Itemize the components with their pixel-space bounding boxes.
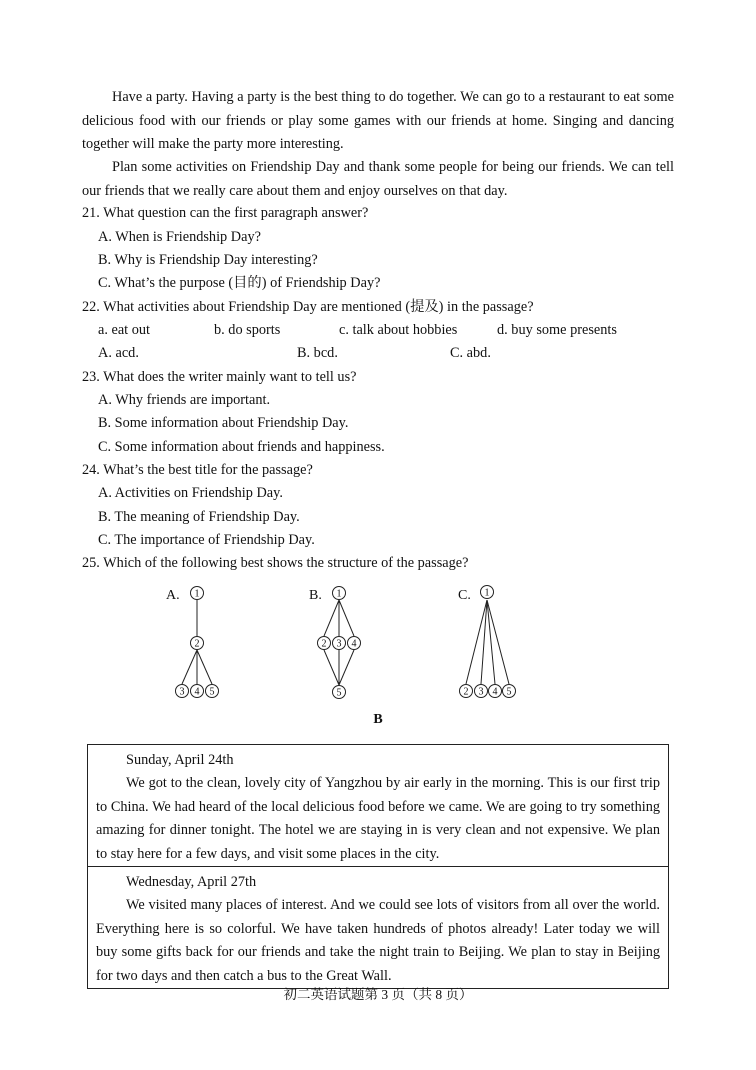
diary-entry-date: Wednesday, April 27th bbox=[126, 874, 257, 890]
svg-text:5: 5 bbox=[209, 686, 215, 698]
section-label: B bbox=[373, 712, 383, 727]
question-23-option-a: A. Why friends are important. bbox=[98, 392, 271, 408]
question-22-choice-c: c. talk about hobbies bbox=[339, 322, 458, 338]
question-21-option-a: A. When is Friendship Day? bbox=[98, 229, 261, 245]
question-23-stem: 23. What does the writer mainly want to tell us? bbox=[82, 369, 357, 385]
passage-paragraph-1: Have a party. Having a party is the best thing to do together. We can go to a restaurant to eat some delicious food with our friends or play some games with our friends at home. Singing and dancing together will make the party more interesting. bbox=[82, 89, 674, 152]
svg-text:4: 4 bbox=[351, 638, 357, 650]
diary-entry-body: We got to the clean, lovely city of Yangzhou by air early in the morning. This is our first trip to China. We had heard of the local delicious food before we came. We are going to try something amazing for dinner tonight. The hotel we are staying in is very clean and not expensive. We plan to stay here for a few days, and visit some places in the city. bbox=[96, 775, 660, 862]
svg-text:3: 3 bbox=[336, 638, 342, 650]
diary-box bbox=[87, 744, 669, 989]
question-24-option-b: B. The meaning of Friendship Day. bbox=[98, 509, 300, 525]
question-23-option-b: B. Some information about Friendship Day. bbox=[98, 415, 349, 431]
question-21-stem: 21. What question can the first paragraph answer? bbox=[82, 205, 369, 221]
diary-entry bbox=[88, 745, 668, 866]
svg-text:1: 1 bbox=[194, 588, 200, 600]
question-22-choice-b: b. do sports bbox=[214, 322, 281, 338]
question-24-option-a: A. Activities on Friendship Day. bbox=[98, 485, 283, 501]
question-24-option-c: C. The importance of Friendship Day. bbox=[98, 532, 315, 548]
question-22-option-b: B. bcd. bbox=[297, 345, 338, 361]
svg-text:4: 4 bbox=[492, 686, 498, 698]
question-22-option-c: C. abd. bbox=[450, 345, 491, 361]
diary-entry-date: Sunday, April 24th bbox=[126, 752, 234, 768]
question-21-option-b: B. Why is Friendship Day interesting? bbox=[98, 252, 318, 268]
question-22-option-a: A. acd. bbox=[98, 345, 139, 361]
question-22-choice-d: d. buy some presents bbox=[497, 322, 617, 338]
passage-paragraph-2: Plan some activities on Friendship Day and thank some people for being our friends. We can tell our friends that we really care about them and enjoy ourselves on that day. bbox=[82, 159, 674, 199]
svg-text:1: 1 bbox=[336, 588, 342, 600]
svg-text:2: 2 bbox=[194, 638, 200, 650]
diary-entry bbox=[88, 866, 668, 988]
question-23-option-c: C. Some information about friends and happiness. bbox=[98, 439, 385, 455]
svg-text:2: 2 bbox=[463, 686, 469, 698]
svg-text:5: 5 bbox=[506, 686, 512, 698]
svg-text:3: 3 bbox=[179, 686, 185, 698]
question-24-stem: 24. What’s the best title for the passage? bbox=[82, 462, 313, 478]
diagram-c-label: C. bbox=[458, 588, 471, 603]
diagram-b-label: B. bbox=[309, 588, 322, 603]
svg-text:4: 4 bbox=[194, 686, 200, 698]
svg-text:2: 2 bbox=[321, 638, 327, 650]
structure-diagrams bbox=[0, 580, 756, 705]
question-21-option-c: C. What’s the purpose (目的) of Friendship Day? bbox=[98, 275, 381, 291]
svg-text:5: 5 bbox=[336, 687, 342, 699]
svg-text:1: 1 bbox=[484, 587, 490, 599]
page-footer: 初二英语试题第 3 页（共 8 页） bbox=[283, 987, 473, 1002]
diagram-a-label: A. bbox=[166, 588, 180, 603]
diary-entry-body: We visited many places of interest. And we could see lots of visitors from all over the world. Everything here is so colorful. We have taken hundreds of photos already! Later today we will buy some gifts back for our friends and take the night train to Beijing. We plan to stay in Beijing for two days and then catch a bus to the Great Wall. bbox=[96, 897, 660, 984]
question-22-choice-a: a. eat out bbox=[98, 322, 151, 338]
svg-text:3: 3 bbox=[478, 686, 484, 698]
question-25-stem: 25. Which of the following best shows the structure of the passage? bbox=[82, 555, 469, 571]
question-22-stem: 22. What activities about Friendship Day are mentioned (提及) in the passage? bbox=[82, 299, 534, 315]
